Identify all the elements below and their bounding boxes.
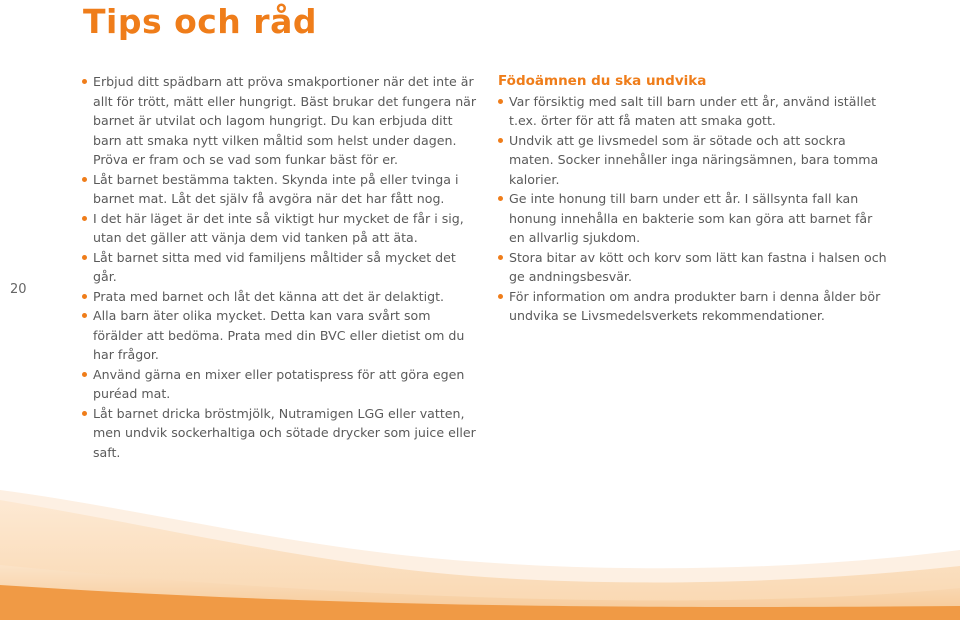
page-number: 20 (10, 282, 27, 297)
tips-column (82, 72, 482, 462)
list-item: Var försiktig med salt till barn under ett år, använd istället t.ex. örter för att få maten att smaka gott. (498, 92, 888, 131)
list-item: Använd gärna en mixer eller potatispress för att göra egen puréad mat. (82, 365, 482, 404)
avoid-foods-column (498, 72, 888, 326)
list-item: Alla barn äter olika mycket. Detta kan vara svårt som förälder att bedöma. Prata med din BVC eller dietist om du har frågor. (82, 306, 482, 365)
section-heading: Födoämnen du ska undvika (498, 73, 707, 89)
list-item: För information om andra produkter barn i denna ålder bör undvika se Livsmedelsverkets rekommendationer. (498, 287, 888, 326)
page-title: Tips och råd (83, 2, 317, 41)
list-item: Prata med barnet och låt det känna att det är delaktigt. (82, 287, 482, 307)
list-item: Låt barnet sitta med vid familjens måltider så mycket det går. (82, 248, 482, 287)
list-item: Erbjud ditt spädbarn att pröva smakportioner när det inte är allt för trött, mätt eller hungrigt. Bäst brukar det fungera när barnet är utvilat och lagom hungrigt. Du kan erbjuda ditt barn att smaka nytt vilken måltid som helst under dagen. Pröva er fram och se vad som funkar bäst för er. (82, 72, 482, 170)
list-item: Undvik att ge livsmedel som är sötade och att sockra maten. Socker innehåller inga näringsämnen, bara tomma kalorier. (498, 131, 888, 190)
list-item: Stora bitar av kött och korv som lätt kan fastna i halsen och ge andningsbesvär. (498, 248, 888, 287)
list-item: I det här läget är det inte så viktigt hur mycket de får i sig, utan det gäller att vänja dem vid tanken på att äta. (82, 209, 482, 248)
list-item: Låt barnet bestämma takten. Skynda inte på eller tvinga i barnet mat. Låt det själv få avgöra när det har fått nog. (82, 170, 482, 209)
avoid-foods-list (498, 92, 888, 326)
decorative-footer-wave (0, 470, 960, 620)
list-item: Låt barnet dricka bröstmjölk, Nutramigen LGG eller vatten, men undvik sockerhaltiga och sötade drycker som juice eller saft. (82, 404, 482, 463)
list-item: Ge inte honung till barn under ett år. I sällsynta fall kan honung innehålla en bakterie som kan göra att barnet får en allvarlig sjukdom. (498, 189, 888, 248)
tips-list (82, 72, 482, 462)
